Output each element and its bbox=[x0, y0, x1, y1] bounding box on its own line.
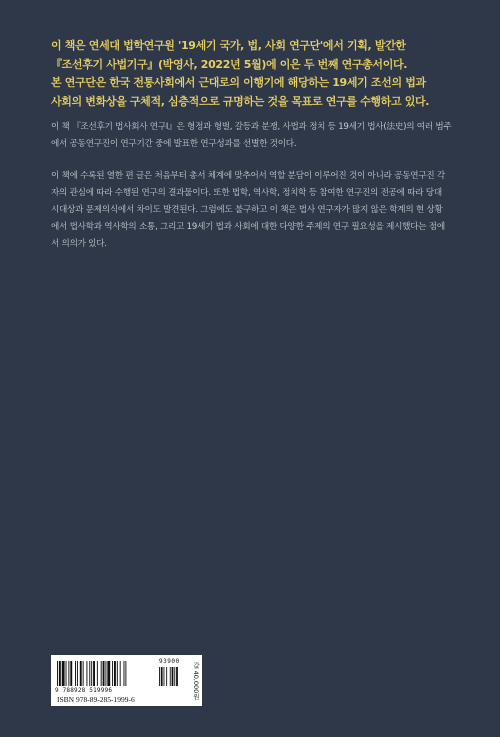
description-paragraph-2 bbox=[51, 168, 456, 253]
paragraph-line: 이 책에 수록된 열한 편 글은 처음부터 총서 체계에 맞추어서 역할 분담이 이루어진 것이 아니라 공동연구진 각 bbox=[51, 171, 445, 181]
intro-line: 『조선후기 사법기구』(박영사, 2022년 5월)에 이은 두 번째 연구총서이다. bbox=[51, 57, 408, 71]
intro-line: 이 책은 연세대 법학연구원 '19세기 국가, 법, 사회 연구단'에서 기획, 발간한 bbox=[51, 39, 406, 52]
paragraph-line: 서 의의가 있다. bbox=[51, 239, 107, 249]
price-label: 값 40,000원 bbox=[192, 661, 200, 700]
isbn-barcode-block bbox=[51, 655, 202, 706]
paragraph-line: 에서 공동연구진이 연구기간 중에 발표한 연구성과를 선별한 것이다. bbox=[51, 139, 297, 149]
intro-text bbox=[51, 37, 456, 111]
intro-line: 본 연구단은 한국 전통사회에서 근대로의 이행기에 해당하는 19세기 조선의 법과 bbox=[51, 76, 426, 89]
barcode-addon-number: 93900 bbox=[159, 658, 180, 665]
paragraph-line: 에서 법사학과 역사학의 소통, 그리고 19세기 법과 사회에 대한 다양한 주제의 연구 필요성을 제시했다는 점에 bbox=[51, 222, 445, 232]
isbn-number: ISBN 978-89-285-1999-6 bbox=[57, 695, 135, 704]
intro-line: 사회의 변화상을 구체적, 심층적으로 규명하는 것을 목표로 연구를 수행하고 있다. bbox=[51, 94, 430, 108]
paragraph-line: 시대상과 문제의식에서 차이도 발견된다. 그럼에도 불구하고 이 책은 법사 연구자가 많지 않은 학계의 현 상황 bbox=[51, 205, 443, 215]
paragraph-line: 자의 관심에 따라 수행된 연구의 결과물이다. 또한 법학, 역사학, 정치학 등 참여한 연구진의 전공에 따라 당대 bbox=[51, 188, 442, 198]
description-paragraph-1 bbox=[51, 119, 456, 153]
barcode-digits: 9 788928 519996 bbox=[55, 687, 113, 694]
paragraph-line: 이 책 『조선후기 법사회사 연구Ⅰ』은 형정과 형벌, 갈등과 분쟁, 사법과 정치 등 19세기 법사(法史)의 여러 범주 bbox=[51, 122, 452, 132]
